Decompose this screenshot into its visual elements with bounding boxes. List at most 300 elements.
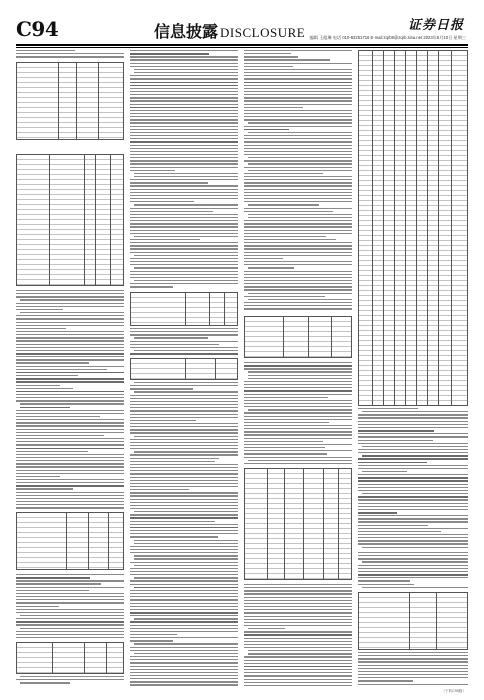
text-line bbox=[244, 145, 352, 146]
text-line bbox=[362, 547, 468, 548]
text-line bbox=[130, 217, 238, 218]
table-column-divider bbox=[438, 51, 439, 405]
text-line bbox=[16, 580, 124, 581]
text-line bbox=[130, 242, 238, 243]
text-line bbox=[130, 401, 238, 402]
text-line bbox=[130, 220, 238, 221]
table-column-divider bbox=[267, 469, 268, 579]
text-line bbox=[358, 474, 468, 475]
text-line bbox=[244, 160, 352, 161]
text-line bbox=[358, 417, 468, 418]
text-line bbox=[130, 135, 238, 136]
text-line bbox=[16, 309, 63, 310]
text-line bbox=[134, 540, 238, 541]
text-line bbox=[358, 565, 468, 566]
text-line bbox=[244, 100, 352, 101]
text-line bbox=[16, 599, 124, 600]
text-line bbox=[244, 59, 330, 60]
text-line bbox=[130, 122, 238, 123]
text-line bbox=[244, 672, 352, 673]
text-line bbox=[244, 119, 352, 120]
text-line bbox=[16, 602, 124, 603]
text-line bbox=[244, 403, 352, 404]
text-line bbox=[130, 182, 208, 183]
text-line bbox=[358, 465, 468, 466]
text-line bbox=[130, 467, 238, 468]
text-line bbox=[130, 420, 196, 421]
text-line bbox=[244, 612, 352, 613]
text-line bbox=[134, 558, 238, 559]
text-line bbox=[130, 599, 238, 600]
text-line bbox=[244, 141, 352, 142]
text-line bbox=[248, 267, 294, 268]
text-line bbox=[358, 680, 413, 681]
text-line bbox=[244, 638, 352, 639]
text-line bbox=[244, 679, 352, 680]
table-column-divider bbox=[405, 51, 406, 405]
table-column-divider bbox=[185, 359, 186, 379]
text-line bbox=[130, 132, 238, 133]
text-line bbox=[130, 477, 238, 478]
text-line bbox=[130, 404, 238, 405]
text-line bbox=[244, 634, 352, 636]
text-line bbox=[248, 163, 352, 164]
text-line bbox=[130, 230, 238, 231]
text-line bbox=[244, 597, 352, 598]
text-line bbox=[16, 344, 124, 345]
text-line bbox=[130, 189, 238, 190]
text-line bbox=[358, 414, 468, 415]
text-line bbox=[130, 628, 238, 629]
text-line bbox=[358, 468, 468, 469]
text-line bbox=[244, 91, 352, 92]
text-line bbox=[244, 438, 352, 439]
text-line bbox=[244, 223, 352, 224]
text-line bbox=[244, 154, 352, 155]
text-line bbox=[16, 322, 124, 323]
text-line bbox=[134, 451, 238, 452]
text-line bbox=[130, 398, 238, 399]
text-line bbox=[16, 473, 124, 474]
text-line bbox=[362, 446, 468, 447]
text-line bbox=[358, 503, 468, 504]
text-line bbox=[248, 214, 352, 215]
text-line bbox=[358, 568, 468, 569]
text-line bbox=[244, 593, 352, 594]
text-line bbox=[16, 381, 124, 383]
text-line bbox=[20, 682, 70, 683]
table-column-divider bbox=[409, 593, 410, 649]
text-line bbox=[244, 173, 323, 174]
text-line bbox=[16, 618, 124, 619]
table-column-divider bbox=[185, 293, 186, 325]
text-line bbox=[244, 264, 352, 265]
text-line bbox=[16, 318, 124, 319]
text-line bbox=[362, 411, 468, 412]
text-line bbox=[130, 596, 238, 597]
text-line bbox=[244, 97, 352, 98]
text-line bbox=[16, 463, 124, 464]
text-line bbox=[130, 536, 218, 537]
text-line bbox=[130, 669, 238, 670]
table-column-divider bbox=[323, 469, 324, 579]
text-line bbox=[16, 479, 124, 480]
text-line bbox=[130, 63, 238, 64]
text-line bbox=[362, 471, 407, 472]
text-line bbox=[358, 652, 468, 653]
text-line bbox=[244, 248, 352, 249]
text-line bbox=[130, 442, 238, 443]
text-line bbox=[130, 385, 238, 386]
text-line bbox=[244, 110, 352, 111]
text-line bbox=[130, 53, 209, 55]
text-line bbox=[244, 195, 352, 196]
text-line bbox=[16, 53, 124, 54]
text-line bbox=[244, 660, 352, 661]
text-line bbox=[134, 577, 238, 578]
text-line bbox=[244, 406, 352, 407]
text-line bbox=[358, 430, 434, 432]
text-line bbox=[16, 612, 124, 613]
text-line bbox=[130, 603, 238, 604]
table-column-divider bbox=[106, 643, 107, 673]
text-line bbox=[130, 185, 238, 186]
text-line bbox=[134, 255, 238, 256]
text-line bbox=[130, 104, 238, 105]
text-line bbox=[130, 505, 238, 506]
text-line bbox=[358, 506, 468, 507]
text-line bbox=[130, 208, 238, 209]
text-line bbox=[134, 565, 238, 566]
text-line bbox=[130, 580, 238, 581]
text-line bbox=[16, 375, 78, 376]
section-title-en: DISCLOSURE bbox=[220, 25, 306, 40]
text-line bbox=[16, 400, 124, 401]
text-line bbox=[130, 239, 200, 240]
text-line bbox=[130, 82, 238, 84]
text-line bbox=[16, 432, 124, 433]
continued-note: （下转C95版） bbox=[441, 689, 466, 693]
text-line bbox=[130, 388, 193, 389]
text-line bbox=[358, 534, 468, 535]
text-line bbox=[130, 283, 238, 284]
text-line bbox=[16, 577, 90, 579]
text-line bbox=[16, 419, 124, 420]
text-line bbox=[130, 448, 238, 449]
text-line bbox=[16, 451, 88, 452]
header-rule-thin bbox=[16, 47, 468, 48]
text-line bbox=[16, 416, 100, 417]
text-line bbox=[16, 56, 124, 57]
text-line bbox=[20, 299, 124, 300]
text-line bbox=[358, 515, 468, 516]
text-line bbox=[130, 609, 238, 610]
text-line bbox=[20, 676, 124, 677]
text-line bbox=[16, 441, 124, 442]
text-line bbox=[130, 423, 238, 424]
text-line bbox=[244, 56, 298, 57]
table-column-divider bbox=[52, 643, 53, 673]
text-line bbox=[130, 574, 238, 575]
text-line bbox=[244, 453, 327, 454]
text-line bbox=[358, 443, 468, 444]
text-line bbox=[130, 650, 238, 651]
text-line bbox=[130, 502, 238, 503]
text-line bbox=[16, 425, 124, 426]
text-line bbox=[244, 53, 291, 54]
data-table bbox=[16, 512, 124, 570]
text-line bbox=[130, 480, 238, 481]
text-line bbox=[130, 328, 238, 329]
text-line bbox=[130, 66, 238, 67]
text-line bbox=[130, 245, 238, 246]
text-line bbox=[244, 669, 352, 670]
text-line bbox=[16, 495, 124, 496]
text-line bbox=[130, 470, 238, 471]
text-line bbox=[244, 368, 352, 369]
text-line bbox=[244, 283, 352, 284]
text-line bbox=[244, 308, 352, 309]
text-line bbox=[134, 280, 238, 281]
text-line bbox=[358, 449, 468, 450]
text-line bbox=[130, 97, 238, 98]
text-line bbox=[134, 69, 238, 70]
text-line bbox=[358, 674, 468, 675]
newspaper-logo: 证券日报 bbox=[407, 18, 464, 33]
data-table bbox=[358, 592, 468, 650]
text-line bbox=[130, 116, 238, 117]
text-line bbox=[244, 66, 293, 67]
text-line bbox=[130, 138, 238, 139]
text-line bbox=[130, 461, 215, 462]
text-line bbox=[130, 675, 238, 676]
text-line bbox=[358, 655, 468, 656]
text-line bbox=[244, 78, 352, 79]
text-line bbox=[16, 631, 124, 632]
text-line bbox=[244, 394, 352, 395]
text-line bbox=[130, 606, 238, 607]
text-line bbox=[130, 154, 238, 155]
table-column-divider bbox=[416, 51, 417, 405]
text-line bbox=[244, 261, 352, 262]
text-line bbox=[358, 531, 441, 532]
text-line bbox=[362, 561, 468, 562]
table-column-divider bbox=[76, 63, 77, 139]
text-line bbox=[16, 596, 124, 597]
text-line bbox=[244, 208, 352, 209]
text-line bbox=[130, 521, 215, 522]
text-line bbox=[16, 422, 124, 423]
text-line bbox=[358, 543, 468, 544]
text-line bbox=[16, 315, 124, 316]
text-line bbox=[358, 440, 433, 441]
text-line bbox=[130, 264, 238, 265]
table-column-divider bbox=[224, 293, 225, 325]
text-line bbox=[16, 369, 107, 370]
text-line bbox=[130, 615, 238, 616]
text-line bbox=[134, 543, 238, 544]
text-line bbox=[134, 587, 238, 589]
text-line bbox=[130, 192, 238, 193]
text-line bbox=[244, 682, 352, 683]
text-line bbox=[130, 100, 238, 101]
data-table bbox=[244, 468, 352, 580]
section-title-cn: 信息披露 bbox=[154, 22, 219, 41]
page-number: C94 bbox=[16, 17, 59, 41]
text-line bbox=[130, 562, 238, 563]
text-line bbox=[244, 365, 352, 367]
text-line bbox=[362, 587, 468, 588]
text-line bbox=[130, 568, 238, 569]
text-line bbox=[16, 429, 124, 430]
table-column-divider bbox=[58, 63, 59, 139]
text-line bbox=[130, 625, 238, 626]
text-line bbox=[244, 69, 352, 70]
text-line bbox=[130, 546, 238, 547]
text-line bbox=[16, 583, 101, 584]
text-line bbox=[358, 421, 468, 422]
text-line bbox=[16, 590, 89, 591]
text-line bbox=[16, 593, 124, 594]
text-line bbox=[130, 223, 238, 224]
text-line bbox=[244, 675, 352, 676]
text-line bbox=[248, 299, 352, 300]
text-line bbox=[358, 571, 468, 572]
text-line bbox=[244, 457, 352, 458]
text-line bbox=[130, 331, 238, 332]
text-line bbox=[16, 435, 104, 436]
text-line bbox=[244, 441, 323, 442]
text-line bbox=[244, 412, 352, 413]
text-line bbox=[16, 609, 124, 610]
section-title bbox=[154, 19, 305, 42]
text-line bbox=[244, 192, 352, 193]
text-line bbox=[130, 495, 238, 496]
text-line bbox=[16, 293, 124, 294]
text-line bbox=[244, 167, 352, 168]
text-line bbox=[244, 622, 352, 623]
text-line bbox=[244, 390, 352, 392]
text-line bbox=[244, 381, 352, 382]
text-line bbox=[16, 331, 124, 332]
text-line bbox=[16, 679, 124, 680]
text-line bbox=[358, 668, 468, 669]
text-line bbox=[248, 460, 352, 461]
text-line bbox=[130, 157, 238, 158]
text-line bbox=[130, 473, 238, 474]
text-line bbox=[130, 499, 238, 500]
text-line bbox=[130, 458, 219, 459]
text-line bbox=[244, 189, 352, 190]
text-line bbox=[134, 173, 238, 174]
text-line bbox=[130, 426, 238, 427]
text-line bbox=[244, 239, 336, 240]
table-column-divider bbox=[427, 51, 428, 405]
text-line bbox=[244, 198, 352, 199]
table-column-divider bbox=[338, 469, 339, 579]
text-line bbox=[130, 517, 238, 519]
text-line bbox=[130, 429, 238, 430]
text-line bbox=[244, 625, 352, 626]
text-line bbox=[244, 182, 352, 183]
text-line bbox=[16, 325, 124, 326]
text-line bbox=[244, 185, 352, 186]
text-line bbox=[130, 170, 175, 171]
text-line bbox=[130, 445, 238, 446]
text-line bbox=[358, 580, 410, 581]
text-line bbox=[134, 391, 238, 392]
text-line bbox=[130, 274, 238, 275]
text-line bbox=[130, 527, 238, 529]
text-line bbox=[130, 432, 238, 433]
text-line bbox=[16, 476, 60, 477]
table-column-divider bbox=[308, 317, 309, 357]
text-line bbox=[130, 167, 238, 168]
text-line bbox=[244, 148, 352, 149]
column-1 bbox=[16, 50, 124, 686]
text-line bbox=[16, 574, 124, 575]
text-line bbox=[130, 91, 238, 92]
text-line bbox=[16, 303, 124, 304]
text-line bbox=[358, 433, 468, 434]
text-line bbox=[16, 438, 124, 439]
text-line bbox=[244, 63, 352, 64]
text-line bbox=[20, 615, 124, 616]
table-column-divider bbox=[215, 359, 216, 379]
text-line bbox=[244, 296, 325, 297]
text-line bbox=[244, 600, 352, 601]
text-line bbox=[248, 204, 319, 205]
text-line bbox=[130, 226, 238, 227]
data-table bbox=[244, 316, 352, 358]
text-line bbox=[244, 584, 352, 585]
text-line bbox=[16, 482, 124, 483]
text-line bbox=[134, 267, 238, 268]
text-line bbox=[244, 176, 352, 177]
text-line bbox=[358, 528, 468, 529]
text-line bbox=[130, 414, 238, 415]
text-line bbox=[16, 391, 124, 393]
text-line bbox=[130, 486, 238, 487]
table-column-divider bbox=[84, 155, 85, 285]
text-line bbox=[134, 236, 238, 237]
text-line bbox=[130, 659, 238, 660]
text-line bbox=[244, 590, 352, 591]
text-line bbox=[130, 151, 238, 152]
text-line bbox=[248, 132, 352, 133]
text-line bbox=[244, 116, 352, 117]
text-line bbox=[244, 663, 352, 664]
text-line bbox=[244, 384, 352, 385]
text-line bbox=[130, 524, 238, 525]
text-line bbox=[130, 107, 238, 109]
text-line bbox=[130, 94, 238, 95]
text-line bbox=[16, 488, 73, 489]
text-line bbox=[130, 647, 238, 648]
text-line bbox=[244, 422, 329, 423]
text-line bbox=[358, 661, 468, 662]
text-line bbox=[20, 312, 124, 313]
text-line bbox=[244, 434, 352, 435]
text-line bbox=[358, 496, 468, 498]
table-column-divider bbox=[49, 155, 50, 285]
text-line bbox=[244, 201, 352, 202]
text-line bbox=[358, 480, 468, 482]
text-line bbox=[130, 258, 238, 259]
text-line bbox=[358, 671, 468, 672]
text-line bbox=[130, 277, 238, 278]
text-line bbox=[16, 366, 124, 367]
